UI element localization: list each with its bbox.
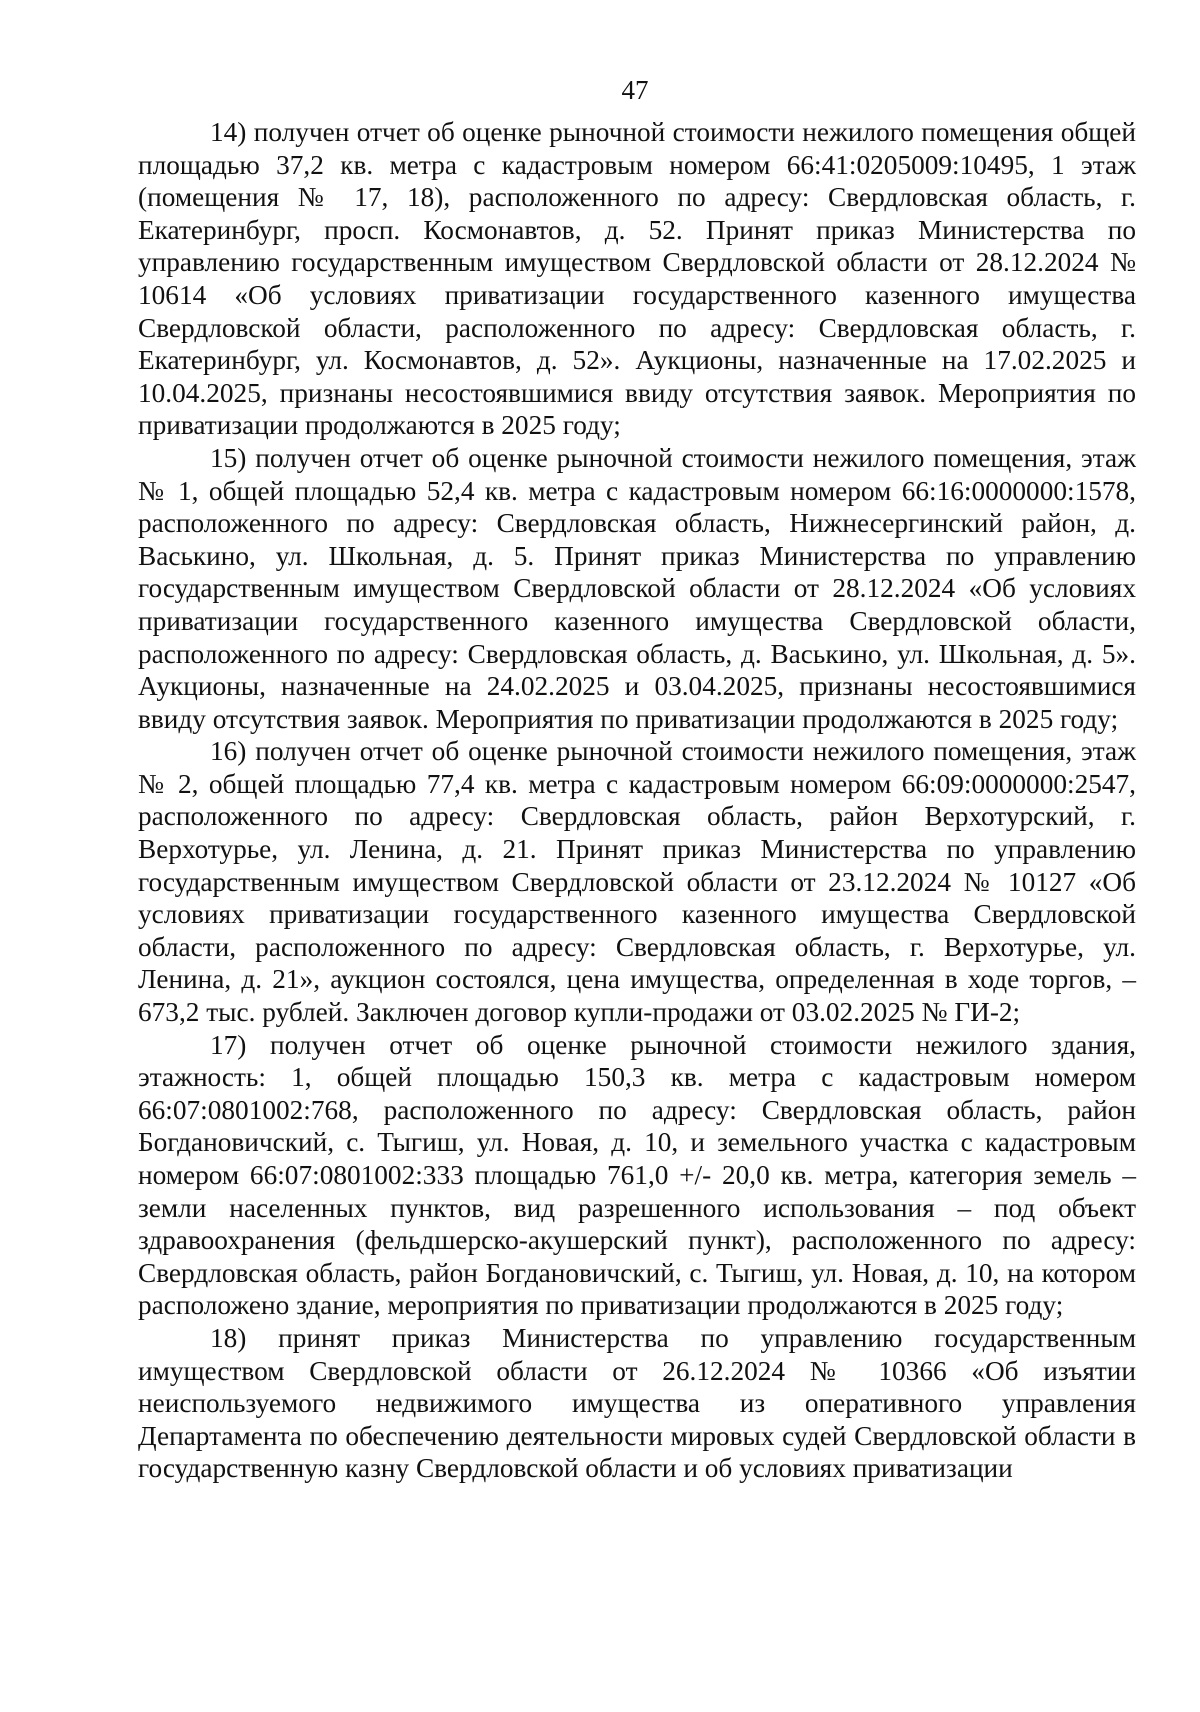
paragraph-item-16: 16) получен отчет об оценке рыночной стоимости нежилого помещения, этаж № 2, общей площадью 77,4 кв. метра с кадастровым номером 66:09:0000000:2547, расположенного по адресу: Свердловская область, район Верхотурский, г. Верхотурье, ул. Ленина, д. 21. Принят приказ Министерства по управлению государственным имуществом Свердловской области от 23.12.2024 № 10127 «Об условиях приватизации государственного казенного имущества Свердловской области, расположенного по адресу: Свердловская область, г. Верхотурье, ул. Ленина, д. 21», аукцион состоялся, цена имущества, определенная в ходе торгов, – 673,2 тыс. рублей. Заключен договор купли-продажи от 03.02.2025 № ГИ-2; xyxy=(138,736,1136,1028)
paragraph-item-14: 14) получен отчет об оценке рыночной стоимости нежилого помещения общей площадью 37,2 кв. метра с кадастровым номером 66:41:0205009:10495, 1 этаж (помещения № 17, 18), расположенного по адресу: Свердловская область, г. Екатеринбург, просп. Космонавтов, д. 52. Принят приказ Министерства по управлению государственным имуществом Свердловской области от 28.12.2024 № 10614 «Об условиях приватизации государственного казенного имущества Свердловской области, расположенного по адресу: Свердловская область, г. Екатеринбург, ул. Космонавтов, д. 52». Аукционы, назначенные на 17.02.2025 и 10.04.2025, признаны несостоявшимися ввиду отсутствия заявок. Мероприятия по приватизации продолжаются в 2025 году; xyxy=(138,117,1136,441)
document-body xyxy=(138,116,1136,1485)
paragraph-item-17: 17) получен отчет об оценке рыночной стоимости нежилого здания, этажность: 1, общей площадью 150,3 кв. метра с кадастровым номером 66:07:0801002:768, расположенного по адресу: Свердловская область, район Богдановичский, с. Тыгиш, ул. Новая, д. 10, и земельного участка с кадастровым номером 66:07:0801002:333 площадью 761,0 +/- 20,0 кв. метра, категория земель – земли населенных пунктов, вид разрешенного использования – под объект здравоохранения (фельдшерско-акушерский пункт), расположенного по адресу: Свердловская область, район Богдановичский, с. Тыгиш, ул. Новая, д. 10, на котором расположено здание, мероприятия по приватизации продолжаются в 2025 году; xyxy=(138,1029,1136,1321)
page-number: 47 xyxy=(621,75,649,105)
paragraph-item-18: 18) принят приказ Министерства по управлению государственным имуществом Свердловской области от 26.12.2024 № 10366 «Об изъятии неиспользуемого недвижимого имущества из оперативного управления Департамента по обеспечению деятельности мировых судей Свердловской области в государственную казну Свердловской области и об условиях приватизации xyxy=(138,1322,1136,1484)
paragraph-item-15: 15) получен отчет об оценке рыночной стоимости нежилого помещения, этаж № 1, общей площадью 52,4 кв. метра с кадастровым номером 66:16:0000000:1578, расположенного по адресу: Свердловская область, Нижнесергинский район, д. Васькино, ул. Школьная, д. 5. Принят приказ Министерства по управлению государственным имуществом Свердловской области от 28.12.2024 «Об условиях приватизации государственного казенного имущества Свердловской области, расположенного по адресу: Свердловская область, д. Васькино, ул. Школьная, д. 5». Аукционы, назначенные на 24.02.2025 и 03.04.2025, признаны несостоявшимися ввиду отсутствия заявок. Мероприятия по приватизации продолжаются в 2025 году; xyxy=(138,442,1136,734)
